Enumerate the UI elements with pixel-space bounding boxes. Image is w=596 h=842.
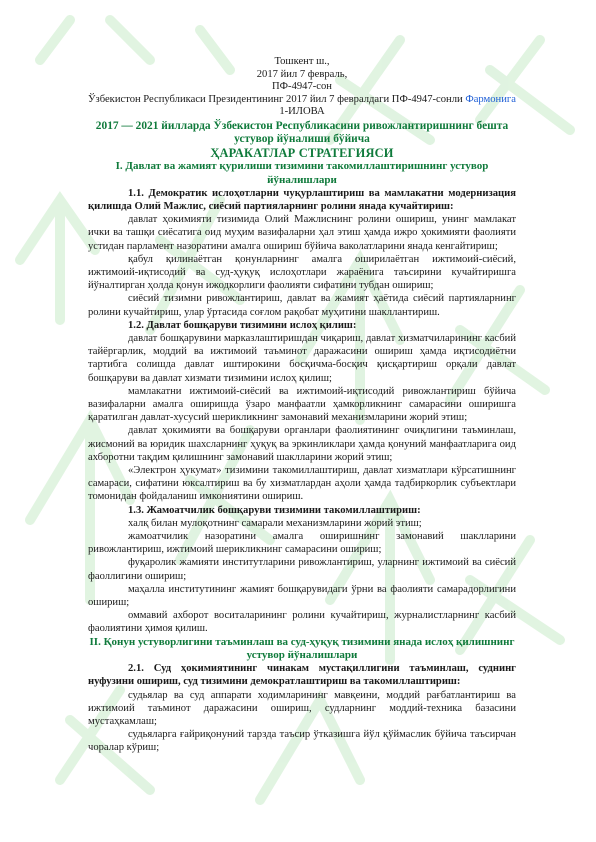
header-city: Тошкент ш.,: [274, 56, 330, 67]
appendix-label: 1-ИЛОВА: [279, 106, 325, 118]
list-item: оммавий ахборот воситаларининг ролини кучайтириш, журналистларнинг касбий фаолиятини ҳимоя қилиш.: [88, 610, 516, 635]
decree-link[interactable]: Фармонига: [465, 93, 516, 105]
subsection-1-3-heading: 1.3. Жамоатчилик бошқаруви тизимини такомиллаштириш:: [128, 504, 421, 516]
section-1-heading: I. Давлат ва жамият қурилиши тизимини такомиллаштиришнинг устувор йўналишлари: [115, 160, 489, 186]
list-item: маҳалла институтининг жамият бошқарувидаги ўрни ва фаолияти самарадорлигини ошириш;: [88, 583, 516, 609]
document-body: [88, 56, 516, 755]
title-caption: ҲАРАКАТЛАР СТРАТЕГИЯСИ: [210, 146, 394, 161]
list-item: жамоатчилик назоратини амалга оширишнинг замонавий шаклларини ривожлантириш, ижтимоий шерикликнинг самарасини ошириш;: [88, 531, 516, 556]
list-item: фуқаролик жамияти институтларини ривожлантириш, уларнинг ижтимоий ва сиёсий фаоллигини ошириш;: [88, 557, 516, 582]
header-date: 2017 йил 7 февраль,: [256, 68, 348, 80]
list-item: мамлакатни ижтимоий-сиёсий ва ижтимоий-иқтисодий ривожлантириш бўйича вазифаларни амалга оширишда ўзаро манфаатли ҳамкорликнинг самарасини оширишга қаратилган давлат-хусусий шерикликнинг замонавий механизмларини жорий этиш;: [88, 385, 516, 424]
list-item: давлат ҳокимияти тизимида Олий Мажлиснинг ролини ошириш, унинг мамлакат ички ва ташқи сиёсатига оид муҳим вазифаларни ҳал этиш ҳамда ижро ҳокимияти фаолияти устидан парламент назоратини амалга ошириш бўйича ваколатларини янада кенгайтириш;: [88, 214, 516, 252]
list-item: судьялар ва суд аппарати ходимларининг мавқеини, моддий рағбатлантириш ва ижтимоий таъминот даражасини ошириш, судларнинг моддий-техника базасини мустаҳкамлаш;: [88, 689, 516, 727]
header-number: ПФ-4947-сон: [272, 81, 332, 93]
section-2-heading: II. Қонун устуворлигини таъминлаш ва суд-ҳуқуқ тизимини янада ислоҳ қилишнинг устувор йўналишлари: [89, 635, 515, 661]
title-line-1: 2017 — 2021 йилларда Ўзбекистон Республикасини ривожлантиришнинг бешта: [95, 119, 509, 132]
subsection-1-2-heading: 1.2. Давлат бошқаруви тизимини ислоҳ қилиш:: [128, 319, 357, 331]
subsection-1-1-heading: 1.1. Демократик ислоҳотларни чуқурлаштириш ва мамлакатни модернизация қилишда Олий Мажлис, сиёсий партияларнинг ролини янада кучайтириш:: [88, 187, 516, 212]
list-item: судьяларга ғайриқонуний тарзда таъсир ўтказишга йўл қўймаслик бўйича таъсирчан чоралар кўриш;: [88, 729, 516, 754]
document-title: [88, 120, 516, 146]
title-line-2: устувор йўналиши бўйича: [234, 133, 370, 146]
subsection-2-1-heading: 2.1. Суд ҳокимиятининг чинакам мустақиллигини таъминлаш, суднинг нуфузини ошириш, суд тизимини демократлаштириш ва такомиллаштириш:: [88, 663, 516, 688]
list-item: давлат ҳокимияти ва бошқаруви органлари фаолиятининг очиқлигини таъминлаш, жисмоний ва юридик шахсларнинг ҳуқуқ ва эркинликлари ҳамда қонуний манфаатларига оид ахборотни тақдим қилишнинг замонавий шаклларини жорий этиш;: [88, 425, 516, 463]
header-source-text: Ўзбекистон Республикаси Президентининг 2017 йил 7 февралдаги ПФ-4947-сонли: [88, 93, 463, 105]
list-item: давлат бошқарувини марказлаштиришдан чиқариш, давлат хизматчиларининг касбий тайёргарлик, моддий ва ижтимоий таъминот даражасини ошириш ҳамда иқтисодиётни тартибга солишда давлат иштирокини босқичма-босқич қисқартириш орқали давлат бошқаруви ва давлат хизмати тизимини ислоҳ қилиш;: [88, 333, 516, 384]
list-item: қабул қилинаётган қонунларнинг амалга оширилаётган ижтимоий-сиёсий, ижтимоий-иқтисодий ва суд-ҳуқуқ ислоҳотлари жараёнига таъсирини кучайтиришга йўналтирган ҳолда қонун ижодкорлиги фаолияти сифатини тубдан ошириш;: [88, 253, 516, 292]
list-item: сиёсий тизимни ривожлантириш, давлат ва жамият ҳаётида сиёсий партияларнинг ролини кучайтириш, улар ўртасида соғлом рақобат муҳитини шакллантириш.: [88, 293, 516, 318]
list-item: халқ билан мулоқотнинг самарали механизмларини жорий этиш;: [128, 517, 422, 529]
list-item: «Электрон ҳукумат» тизимини такомиллаштириш, давлат хизматлари кўрсатишнинг самараси, сифатини юксалтириш ва бу хизматлардан аҳоли ҳамда тадбиркорлик субъектлари томонидан фойдаланиш имкониятини ошириш.: [88, 465, 516, 503]
header-source: [72, 94, 532, 107]
